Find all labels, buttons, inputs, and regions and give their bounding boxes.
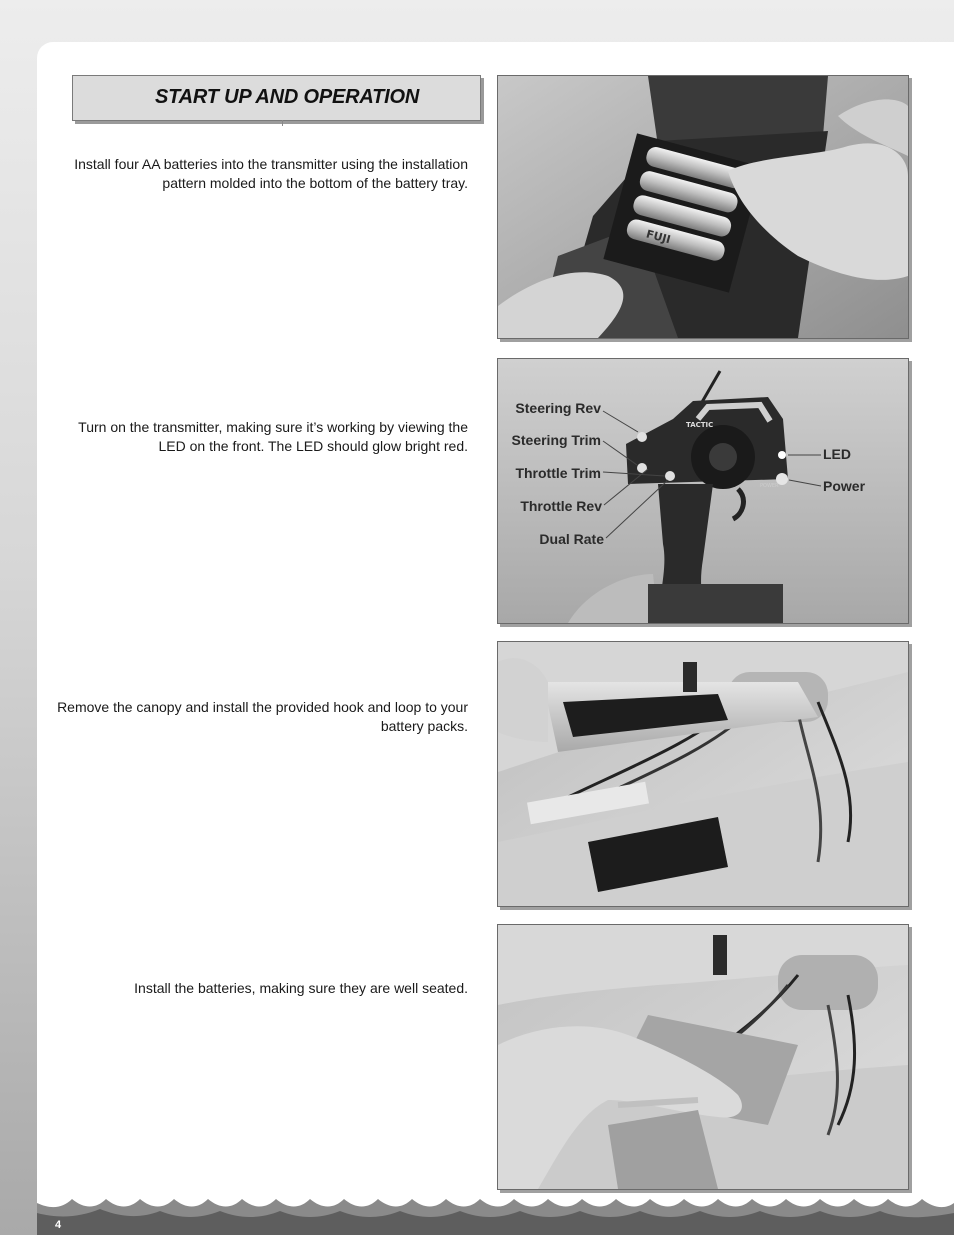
footer-wave	[0, 1195, 954, 1235]
section-title: START UP AND OPERATION	[155, 86, 420, 108]
callout-throttle-trim: Throttle Trim	[515, 465, 601, 481]
callout-throttle-rev: Throttle Rev	[520, 498, 602, 514]
title-rule-tick	[282, 120, 283, 126]
callout-power: Power	[823, 478, 866, 494]
step-4-text: Install the batteries, making sure they are well seated.	[134, 980, 468, 996]
battery-brand-label: FUJI	[644, 227, 672, 247]
callout-steering-trim: Steering Trim	[511, 432, 601, 448]
section-title-box	[72, 75, 481, 121]
photo-hook-and-loop	[497, 641, 909, 907]
page-number: 4	[55, 1219, 62, 1231]
transmitter-brand-label: TACTIC	[686, 421, 714, 429]
power-marking: POWER	[760, 483, 779, 489]
callout-steering-rev: Steering Rev	[515, 400, 601, 416]
step-1-text: Install four AA batteries into the transmitter using the installation pattern molded into the bottom of the battery tray.	[74, 156, 468, 191]
callout-led: LED	[823, 446, 851, 462]
step-2-text: Turn on the transmitter, making sure it’s working by viewing the LED on the front. The LED should glow bright red.	[78, 419, 468, 454]
photo-installed-batteries	[497, 924, 909, 1190]
photo-transmitter-front	[497, 358, 909, 624]
manual-page	[37, 42, 954, 1235]
callout-dual-rate: Dual Rate	[539, 531, 604, 547]
photo-transmitter-battery-tray	[497, 75, 909, 339]
step-3-text: Remove the canopy and install the provided hook and loop to your battery packs.	[57, 699, 468, 734]
